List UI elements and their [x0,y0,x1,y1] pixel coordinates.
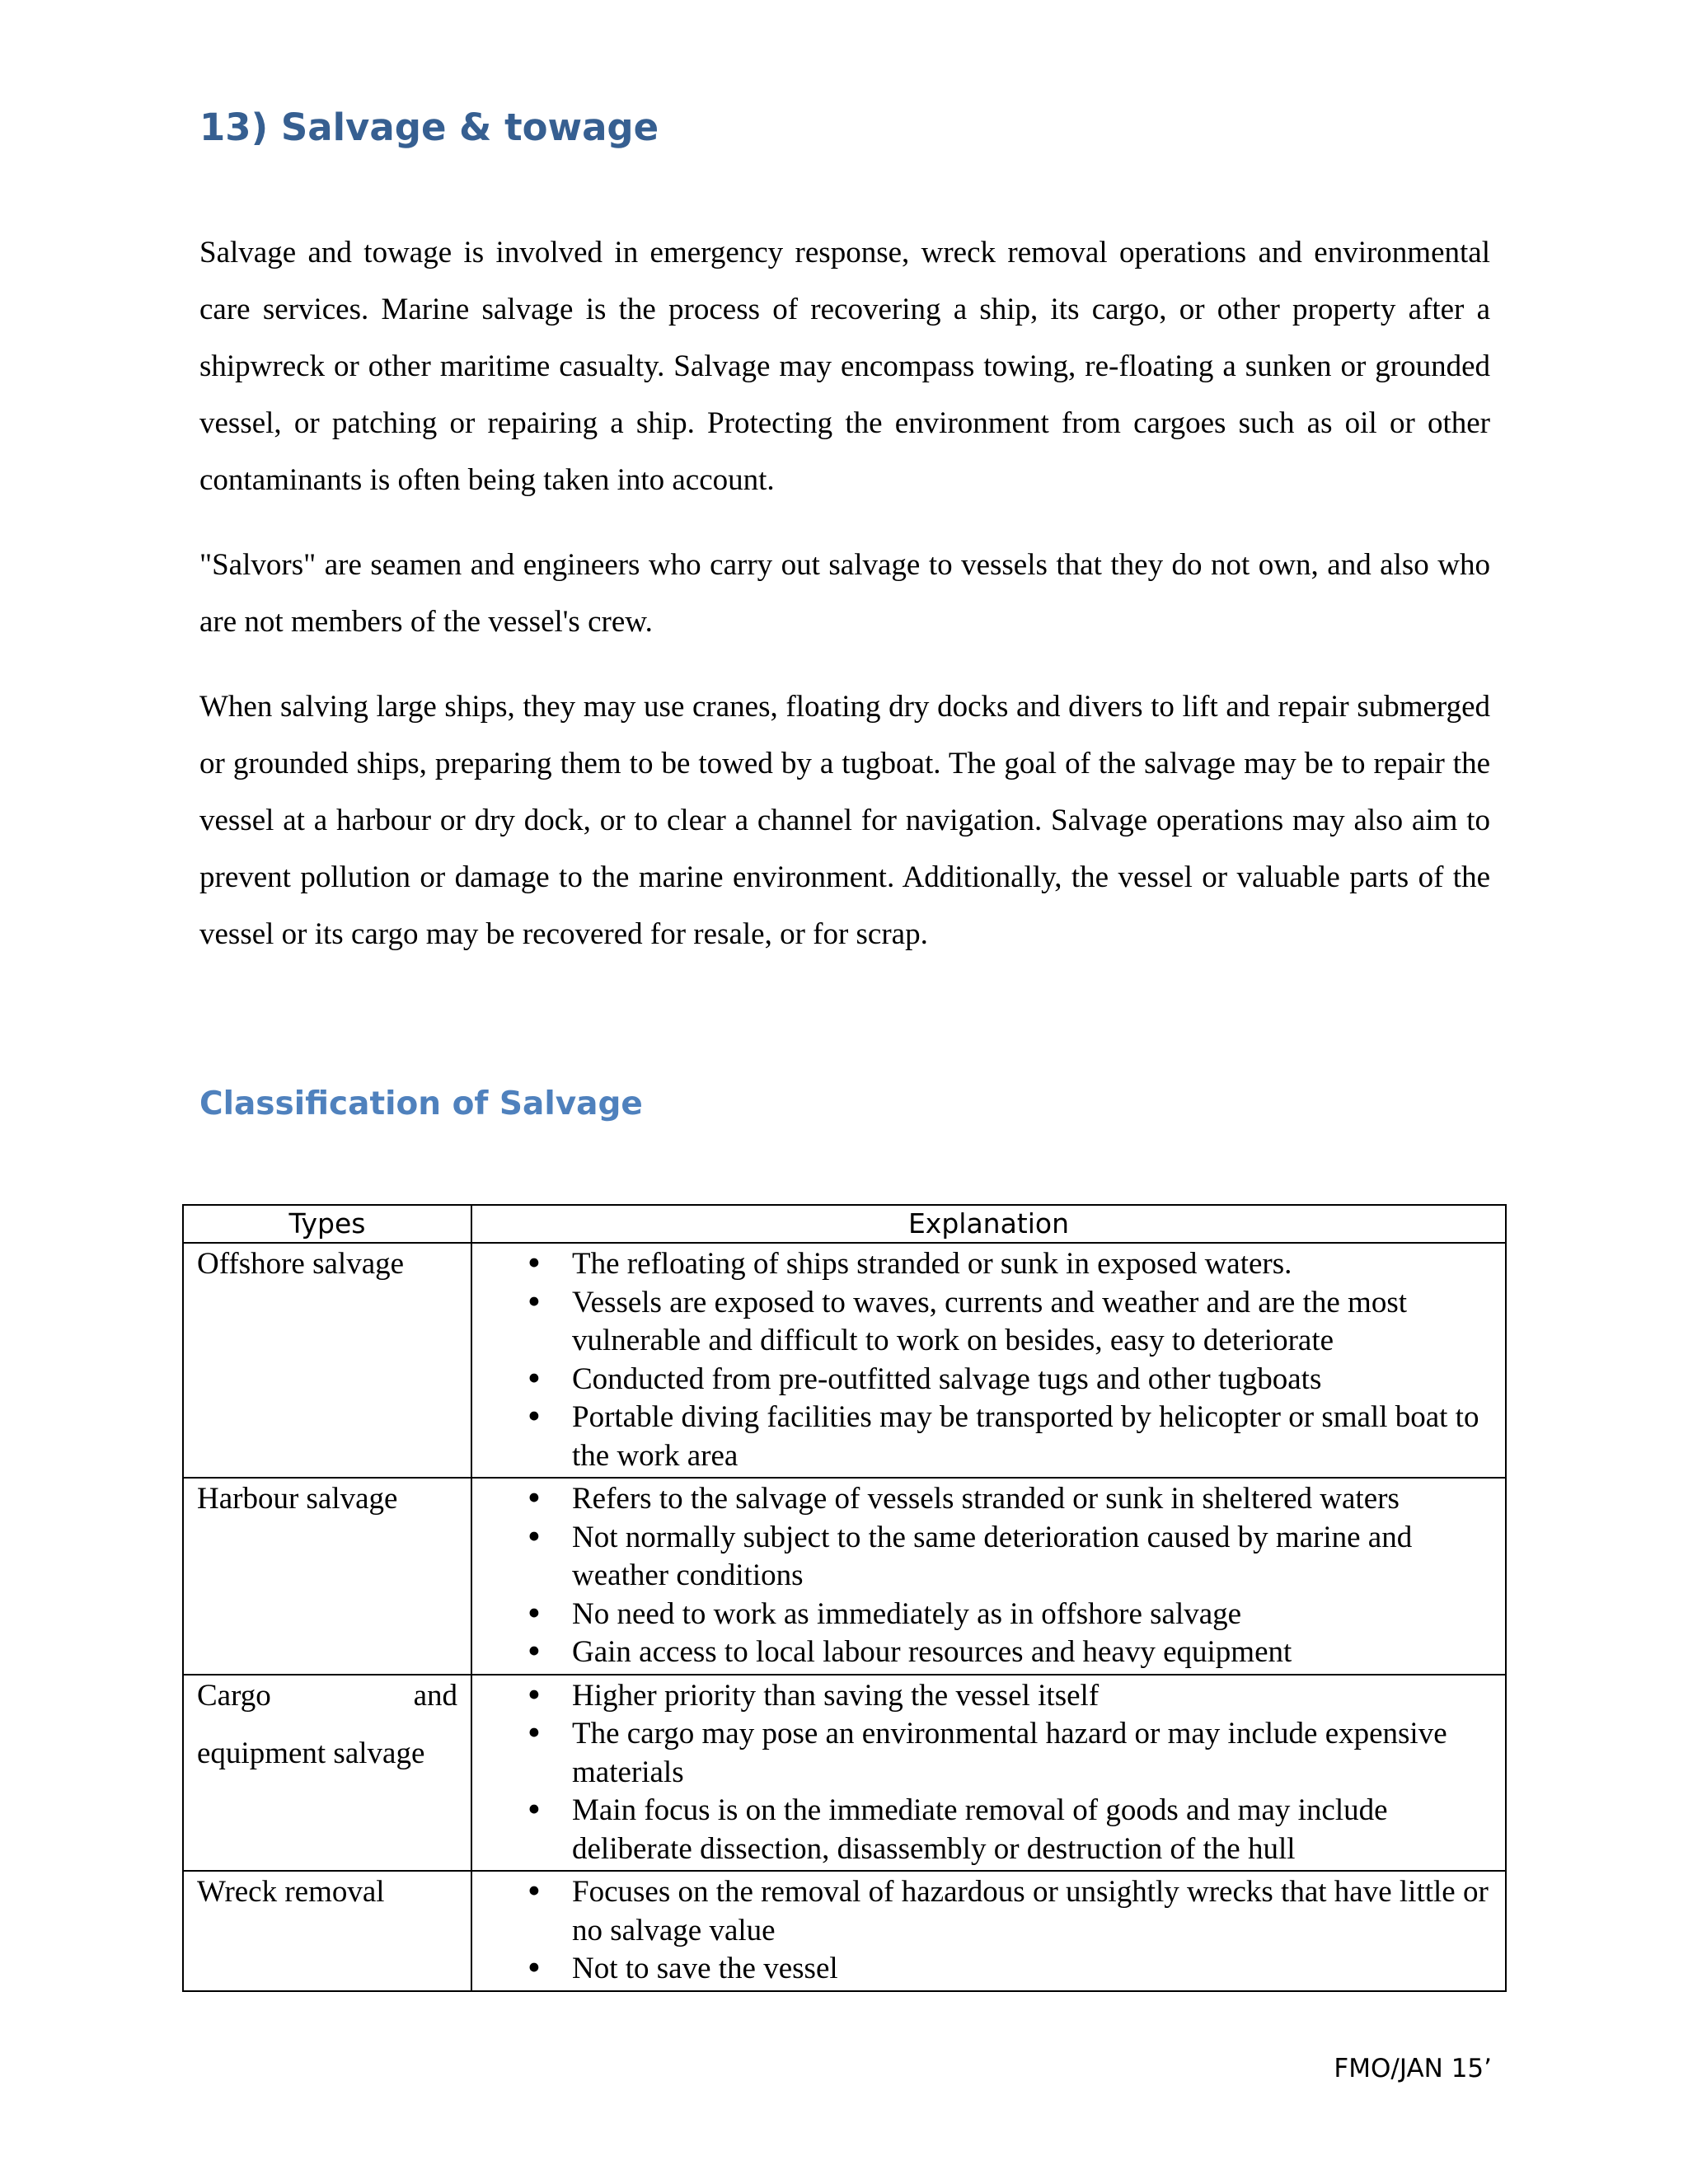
bullet-item: • Not normally subject to the same deterioration caused by marine and weather conditions [572,1519,1492,1596]
bullet-list [485,1873,1492,1989]
explanation-cell [471,1243,1506,1478]
bullet-item: • Higher priority than saving the vessel itself [572,1677,1492,1716]
bullet-item: • Main focus is on the immediate removal of goods and may include deliberate dissection, disassembly or destruction of the hull [572,1792,1492,1868]
column-header-types: Types [183,1205,471,1243]
column-header-explanation: Explanation [471,1205,1506,1243]
section-heading: 13) Salvage & towage [199,105,659,149]
bullet-item: • Refers to the salvage of vessels stranded or sunk in sheltered waters [572,1480,1492,1519]
type-cell [183,1675,471,1872]
table-header-row [183,1205,1506,1243]
bullet-list [485,1245,1492,1475]
explanation-cell [471,1675,1506,1872]
table-row-harbour-salvage [183,1478,1506,1675]
paragraph-intro: Salvage and towage is involved in emergency response, wreck removal operations and environmental care services. Marine salvage is the process of recovering a ship, its cargo, or other property after a shipwreck or other maritime casualty. Salvage may encompass towing, re-floating a sunken or grounded vessel, or patching or repairing a ship. Protecting the environment from cargoes such as oil or other contaminants is often being taken into account. [199,236,1490,497]
type-label-word: Cargo [197,1678,271,1713]
classification-subheading: Classification of Salvage [199,1085,643,1122]
table-row-offshore-salvage [183,1243,1506,1478]
type-cell: Offshore salvage [183,1243,471,1478]
type-label-line-1 [197,1677,457,1716]
paragraph-large-ships: When salving large ships, they may use cranes, floating dry docks and divers to lift and repair submerged or grounded ships, preparing them to be towed by a tugboat. The goal of the salvage may be to repair the vessel at a harbour or dry dock, or to clear a channel for navigation. Salvage operations may also aim to prevent pollution or damage to the marine environment. Additionally, the vessel or valuable parts of the vessel or its cargo may be recovered for resale, or for scrap. [199,690,1490,951]
bullet-list [485,1480,1492,1672]
bullet-item: • Not to save the vessel [572,1950,1492,1989]
paragraph-salvors: "Salvors" are seamen and engineers who carry out salvage to vessels that they do not own, and also who are not members of the vessel's crew. [199,548,1490,639]
explanation-cell [471,1871,1506,1991]
type-label-line-2: equipment salvage [197,1736,425,1770]
type-label-word: and [413,1678,457,1713]
bullet-item: • Conducted from pre-outfitted salvage tugs and other tugboats [572,1361,1492,1399]
bullet-item: • Portable diving facilities may be transported by helicopter or small boat to the work area [572,1399,1492,1475]
type-cell: Wreck removal [183,1871,471,1991]
type-cell: Harbour salvage [183,1478,471,1675]
table-row-cargo-equipment-salvage [183,1675,1506,1872]
table-row-wreck-removal [183,1871,1506,1991]
explanation-cell [471,1478,1506,1675]
bullet-item: • Vessels are exposed to waves, currents and weather and are the most vulnerable and difficult to work on besides, easy to deteriorate [572,1284,1492,1361]
bullet-item: • No need to work as immediately as in offshore salvage [572,1596,1492,1634]
bullet-list [485,1677,1492,1869]
page-footer: FMO/JAN 15’ [1334,2054,1492,2083]
bullet-item: • The refloating of ships stranded or sunk in exposed waters. [572,1245,1492,1284]
bullet-item: • The cargo may pose an environmental hazard or may include expensive materials [572,1715,1492,1792]
bullet-item: • Gain access to local labour resources and heavy equipment [572,1633,1492,1672]
bullet-item: • Focuses on the removal of hazardous or unsightly wrecks that have little or no salvage value [572,1873,1492,1950]
classification-table [182,1204,1507,1992]
